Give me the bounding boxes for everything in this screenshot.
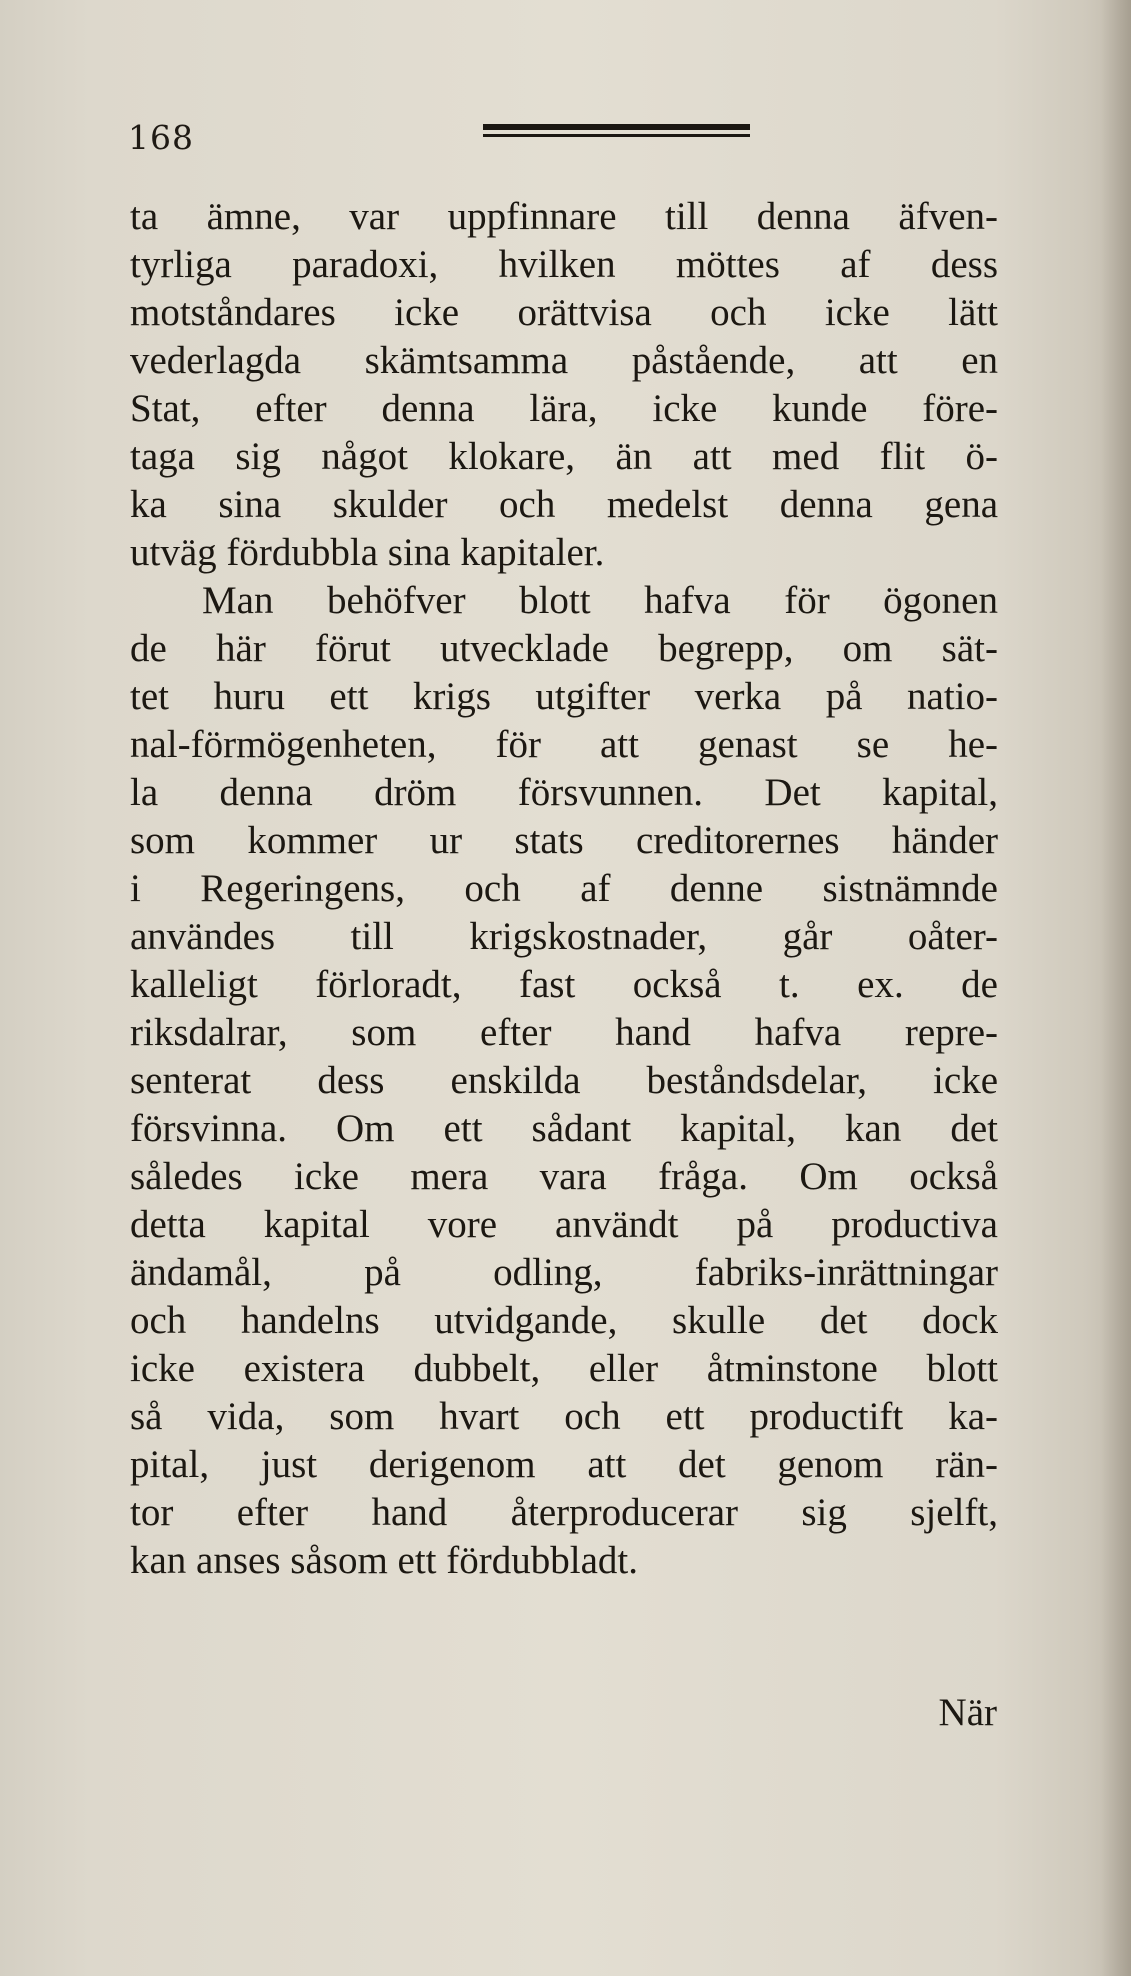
page-header <box>128 110 988 160</box>
text-line: ändamål, på odling, fabriks-inrättningar <box>130 1251 998 1294</box>
text-line: tor efter hand återproducerar sig sjelft, <box>130 1491 998 1534</box>
text-line: pital, just derigenom att det genom rän- <box>130 1443 998 1486</box>
paragraph-1 <box>130 193 998 577</box>
text-line: användes till krigskostnader, går oåter- <box>130 915 998 958</box>
text-line: som kommer ur stats creditorernes händer <box>130 819 998 862</box>
text-line: utväg fördubbla sina kapitaler. <box>130 531 605 574</box>
text-line: så vida, som hvart och ett productift ka- <box>130 1395 998 1438</box>
body-text <box>130 193 998 1585</box>
text-line: de här förut utvecklade begrepp, om sät- <box>130 627 998 670</box>
text-line: ka sina skulder och medelst denna gena <box>130 483 998 526</box>
text-line: försvinna. Om ett sådant kapital, kan det <box>130 1107 998 1150</box>
text-line: och handelns utvidgande, skulle det dock <box>130 1299 998 1342</box>
paragraph-2 <box>130 577 998 1585</box>
text-line: vederlagda skämtsamma påstående, att en <box>130 339 998 382</box>
page-edge-shadow <box>1101 0 1131 1976</box>
catchword: När <box>938 1691 997 1734</box>
header-ornament-rule <box>483 124 750 142</box>
text-line: tyrliga paradoxi, hvilken möttes af dess <box>130 243 998 286</box>
text-line: ta ämne, var uppfinnare till denna äfven- <box>130 195 998 238</box>
text-line: i Regeringens, och af denne sistnämnde <box>130 867 998 910</box>
page-number: 168 <box>128 118 194 157</box>
text-line: icke existera dubbelt, eller åtminstone blott <box>130 1347 998 1390</box>
text-line: tet huru ett krigs utgifter verka på natio- <box>130 675 998 718</box>
text-line: taga sig något klokare, än att med flit ö- <box>130 435 998 478</box>
text-line: senterat dess enskilda beståndsdelar, icke <box>130 1059 998 1102</box>
text-line: detta kapital vore användt på productiva <box>130 1203 998 1246</box>
text-line: motståndares icke orättvisa och icke lätt <box>130 291 998 334</box>
text-line: Man behöfver blott hafva för ögonen <box>202 579 998 622</box>
text-line: riksdalrar, som efter hand hafva repre- <box>130 1011 998 1054</box>
text-line: kan anses såsom ett fördubbladt. <box>130 1539 638 1582</box>
text-line: la denna dröm försvunnen. Det kapital, <box>130 771 998 814</box>
text-line: kalleligt förloradt, fast också t. ex. de <box>130 963 998 1006</box>
text-line: således icke mera vara fråga. Om också <box>130 1155 998 1198</box>
text-line: Stat, efter denna lära, icke kunde före- <box>130 387 998 430</box>
text-line: nal-förmögenheten, för att genast se he- <box>130 723 998 766</box>
